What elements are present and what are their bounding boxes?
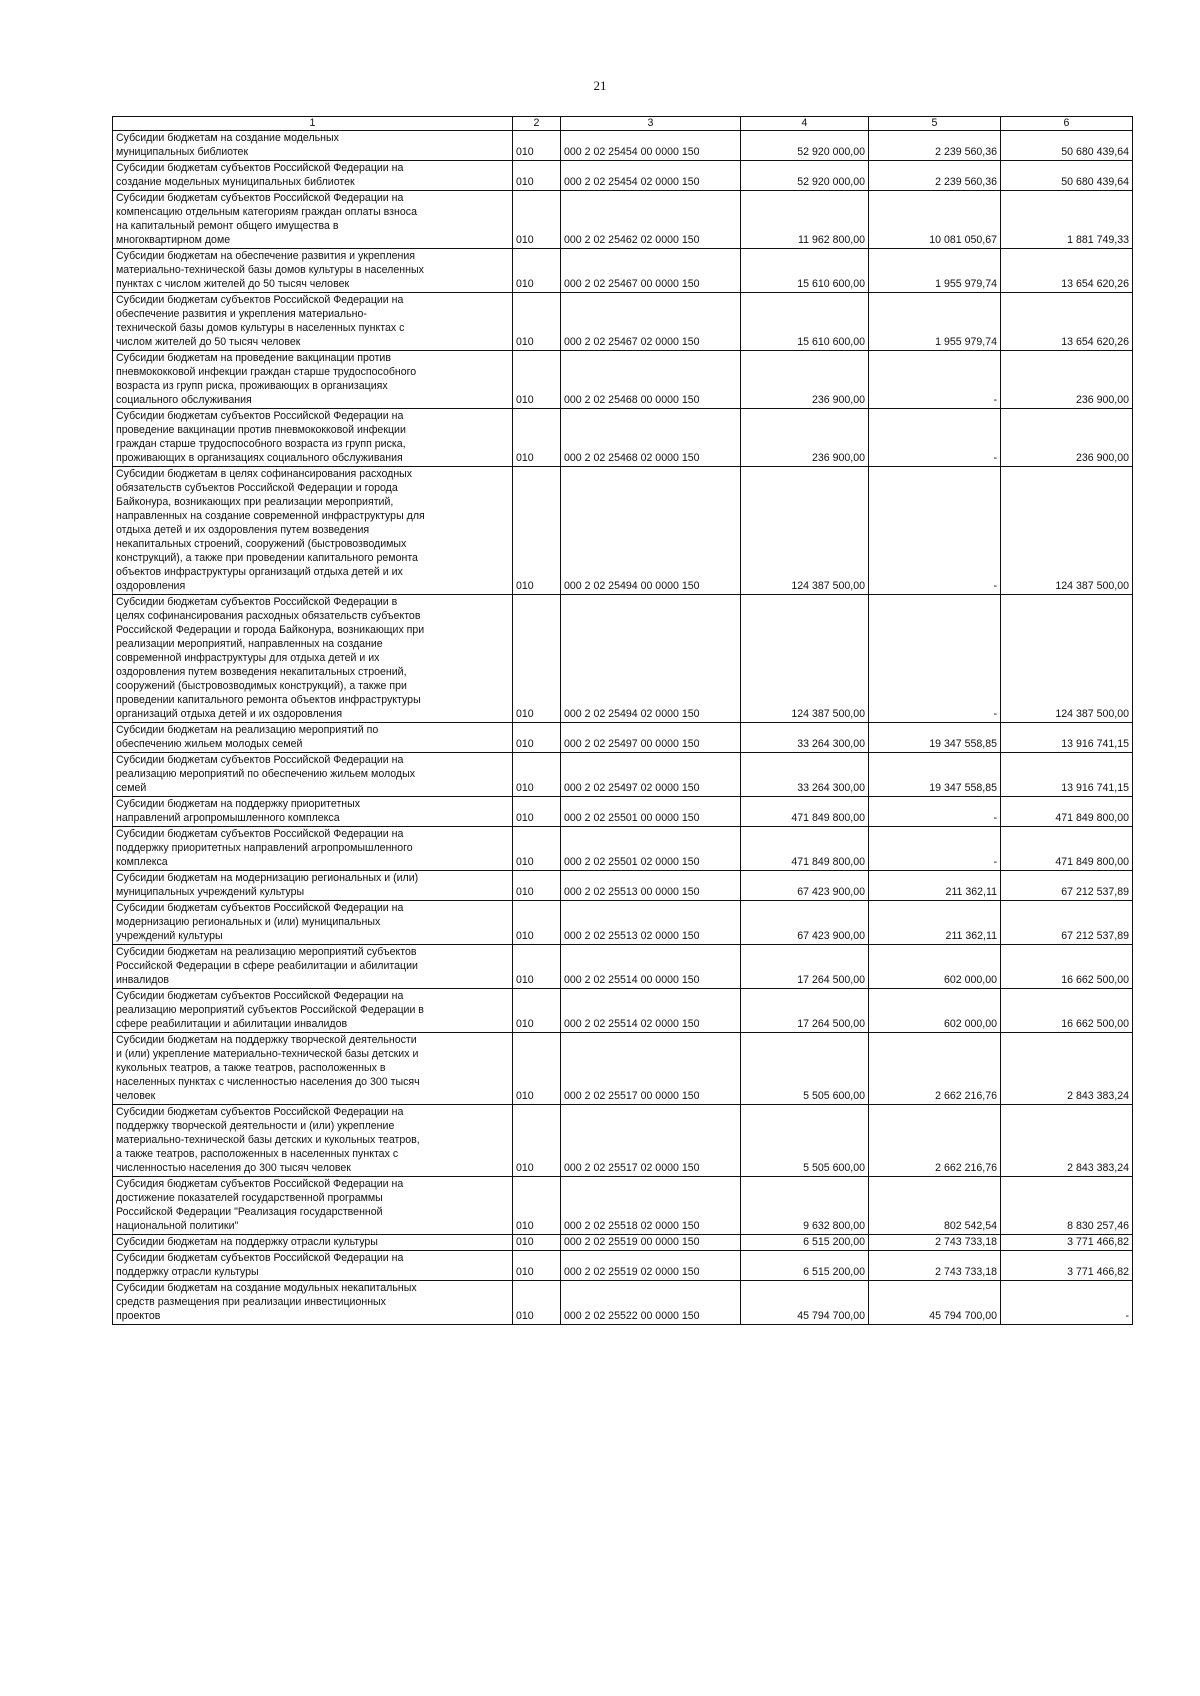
row-code-cell: 010: [513, 989, 561, 1033]
table-row: [113, 131, 1133, 161]
column-header-5: 5: [869, 117, 1001, 131]
row-remaining-cell: 1 881 749,33: [1001, 191, 1133, 249]
table-row: [113, 467, 1133, 595]
row-approved-cell: 17 264 500,00: [741, 945, 869, 989]
row-code-cell: 010: [513, 1235, 561, 1251]
row-executed-cell: 45 794 700,00: [869, 1281, 1001, 1325]
row-approved-cell: 9 632 800,00: [741, 1177, 869, 1235]
row-name-cell: Субсидии бюджетам на реализацию мероприятий субъектов Российской Федерации в сфере реабилитации и абилитации инвалидов: [113, 945, 513, 989]
row-approved-cell: 5 505 600,00: [741, 1105, 869, 1177]
row-kbk-cell: 000 2 02 25454 02 0000 150: [561, 161, 741, 191]
row-name-cell: Субсидии бюджетам субъектов Российской Федерации на поддержку приоритетных направлений агропромышленного комплекса: [113, 827, 513, 871]
row-kbk-cell: 000 2 02 25514 02 0000 150: [561, 989, 741, 1033]
row-code-cell: 010: [513, 797, 561, 827]
column-header-3: 3: [561, 117, 741, 131]
row-code-cell: 010: [513, 1251, 561, 1281]
row-kbk-cell: 000 2 02 25514 00 0000 150: [561, 945, 741, 989]
row-remaining-cell: 13 654 620,26: [1001, 249, 1133, 293]
row-code-cell: 010: [513, 827, 561, 871]
row-remaining-cell: 67 212 537,89: [1001, 871, 1133, 901]
row-approved-cell: 5 505 600,00: [741, 1033, 869, 1105]
table-row: [113, 191, 1133, 249]
table-body: [113, 131, 1133, 1325]
row-executed-cell: -: [869, 351, 1001, 409]
row-code-cell: 010: [513, 161, 561, 191]
row-name-cell: Субсидии бюджетам на создание модельных муниципальных библиотек: [113, 131, 513, 161]
row-executed-cell: -: [869, 467, 1001, 595]
row-name-cell: Субсидии бюджетам субъектов Российской Федерации на компенсацию отдельным категориям граждан оплаты взноса на капитальный ремонт общего имущества в многоквартирном доме: [113, 191, 513, 249]
table-row: [113, 409, 1133, 467]
row-executed-cell: 2 743 733,18: [869, 1251, 1001, 1281]
column-header-1: 1: [113, 117, 513, 131]
row-kbk-cell: 000 2 02 25467 02 0000 150: [561, 293, 741, 351]
row-code-cell: 010: [513, 1177, 561, 1235]
row-executed-cell: -: [869, 827, 1001, 871]
row-remaining-cell: 2 843 383,24: [1001, 1033, 1133, 1105]
row-name-cell: Субсидия бюджетам субъектов Российской Федерации на достижение показателей государственной программы Российской Федерации "Реализация государственной национальной политики": [113, 1177, 513, 1235]
row-name-cell: Субсидии бюджетам субъектов Российской Федерации в целях софинансирования расходных обязательств субъектов Российской Федерации и города Байконура, возникающих при реализации мероприятий, направленных на создание современной инфраструктуры для отдыха детей и их оздоровления путем возведения некапитальных строений, сооружений (быстровозводимых конструкций), а также при проведении капитального ремонта объектов инфраструктуры организаций отдыха детей и их оздоровления: [113, 595, 513, 723]
column-header-6: 6: [1001, 117, 1133, 131]
row-remaining-cell: 124 387 500,00: [1001, 467, 1133, 595]
row-name-cell: Субсидии бюджетам на поддержку приоритетных направлений агропромышленного комплекса: [113, 797, 513, 827]
page-number: 21: [593, 78, 607, 93]
budget-report-table: [112, 116, 1133, 1325]
row-name-cell: Субсидии бюджетам на реализацию мероприятий по обеспечению жильем молодых семей: [113, 723, 513, 753]
row-executed-cell: 602 000,00: [869, 945, 1001, 989]
row-kbk-cell: 000 2 02 25519 00 0000 150: [561, 1235, 741, 1251]
row-approved-cell: 11 962 800,00: [741, 191, 869, 249]
row-remaining-cell: 236 900,00: [1001, 409, 1133, 467]
row-code-cell: 010: [513, 131, 561, 161]
row-executed-cell: -: [869, 595, 1001, 723]
row-code-cell: 010: [513, 191, 561, 249]
row-code-cell: 010: [513, 409, 561, 467]
row-code-cell: 010: [513, 871, 561, 901]
row-code-cell: 010: [513, 1105, 561, 1177]
row-approved-cell: 471 849 800,00: [741, 797, 869, 827]
row-kbk-cell: 000 2 02 25497 02 0000 150: [561, 753, 741, 797]
row-code-cell: 010: [513, 723, 561, 753]
row-name-cell: Субсидии бюджетам субъектов Российской Федерации на обеспечение развития и укрепления материально- технической базы домов культуры в населенных пунктах с числом жителей до 50 тысяч человек: [113, 293, 513, 351]
row-remaining-cell: -: [1001, 1281, 1133, 1325]
row-name-cell: Субсидии бюджетам субъектов Российской Федерации на реализацию мероприятий субъектов Российской Федерации в сфере реабилитации и абилитации инвалидов: [113, 989, 513, 1033]
row-kbk-cell: 000 2 02 25467 00 0000 150: [561, 249, 741, 293]
row-executed-cell: 2 743 733,18: [869, 1235, 1001, 1251]
row-remaining-cell: 13 654 620,26: [1001, 293, 1133, 351]
row-approved-cell: 67 423 900,00: [741, 871, 869, 901]
row-code-cell: 010: [513, 945, 561, 989]
row-remaining-cell: 16 662 500,00: [1001, 945, 1133, 989]
row-kbk-cell: 000 2 02 25517 02 0000 150: [561, 1105, 741, 1177]
row-kbk-cell: 000 2 02 25468 02 0000 150: [561, 409, 741, 467]
row-remaining-cell: 3 771 466,82: [1001, 1251, 1133, 1281]
row-remaining-cell: 16 662 500,00: [1001, 989, 1133, 1033]
row-approved-cell: 52 920 000,00: [741, 161, 869, 191]
row-executed-cell: 211 362,11: [869, 871, 1001, 901]
table-row: [113, 723, 1133, 753]
row-kbk-cell: 000 2 02 25522 00 0000 150: [561, 1281, 741, 1325]
row-kbk-cell: 000 2 02 25513 00 0000 150: [561, 871, 741, 901]
row-executed-cell: -: [869, 797, 1001, 827]
row-code-cell: 010: [513, 249, 561, 293]
row-remaining-cell: 2 843 383,24: [1001, 1105, 1133, 1177]
row-remaining-cell: 236 900,00: [1001, 351, 1133, 409]
row-code-cell: 010: [513, 901, 561, 945]
row-kbk-cell: 000 2 02 25497 00 0000 150: [561, 723, 741, 753]
row-remaining-cell: 50 680 439,64: [1001, 161, 1133, 191]
table-row: [113, 249, 1133, 293]
table-row: [113, 1177, 1133, 1235]
row-approved-cell: 471 849 800,00: [741, 827, 869, 871]
column-header-4: 4: [741, 117, 869, 131]
row-approved-cell: 33 264 300,00: [741, 753, 869, 797]
row-kbk-cell: 000 2 02 25494 00 0000 150: [561, 467, 741, 595]
row-approved-cell: 17 264 500,00: [741, 989, 869, 1033]
row-executed-cell: 2 239 560,36: [869, 161, 1001, 191]
row-approved-cell: 52 920 000,00: [741, 131, 869, 161]
row-executed-cell: -: [869, 409, 1001, 467]
row-name-cell: Субсидии бюджетам в целях софинансирования расходных обязательств субъектов Российской Федерации и города Байконура, возникающих при реализации мероприятий, направленных на создание современной инфраструктуры для отдыха детей и их оздоровления путем возведения некапитальных строений, сооружений (быстровозводимых конструкций), а также при проведении капитального ремонта объектов инфраструктуры организаций отдыха детей и их оздоровления: [113, 467, 513, 595]
table-row: [113, 989, 1133, 1033]
row-kbk-cell: 000 2 02 25454 00 0000 150: [561, 131, 741, 161]
row-approved-cell: 6 515 200,00: [741, 1251, 869, 1281]
row-name-cell: Субсидии бюджетам субъектов Российской Федерации на модернизацию региональных и (или) муниципальных учреждений культуры: [113, 901, 513, 945]
row-approved-cell: 124 387 500,00: [741, 595, 869, 723]
row-name-cell: Субсидии бюджетам на поддержку отрасли культуры: [113, 1235, 513, 1251]
row-approved-cell: 45 794 700,00: [741, 1281, 869, 1325]
row-executed-cell: 802 542,54: [869, 1177, 1001, 1235]
row-approved-cell: 33 264 300,00: [741, 723, 869, 753]
table-row: [113, 827, 1133, 871]
row-executed-cell: 602 000,00: [869, 989, 1001, 1033]
row-approved-cell: 15 610 600,00: [741, 249, 869, 293]
row-remaining-cell: 67 212 537,89: [1001, 901, 1133, 945]
row-name-cell: Субсидии бюджетам на проведение вакцинации против пневмококковой инфекции граждан старше трудоспособного возраста из групп риска, проживающих в организациях социального обслуживания: [113, 351, 513, 409]
row-approved-cell: 124 387 500,00: [741, 467, 869, 595]
row-name-cell: Субсидии бюджетам субъектов Российской Федерации на поддержку творческой деятельности и (или) укрепление материально-технической базы детских и кукольных театров, а также театров, расположенных в населенных пунктах с численностью населения до 300 тысяч человек: [113, 1105, 513, 1177]
table-row: [113, 293, 1133, 351]
row-name-cell: Субсидии бюджетам субъектов Российской Федерации на создание модельных муниципальных библиотек: [113, 161, 513, 191]
row-approved-cell: 15 610 600,00: [741, 293, 869, 351]
table-row: [113, 1235, 1133, 1251]
row-kbk-cell: 000 2 02 25494 02 0000 150: [561, 595, 741, 723]
row-remaining-cell: 3 771 466,82: [1001, 1235, 1133, 1251]
row-kbk-cell: 000 2 02 25517 00 0000 150: [561, 1033, 741, 1105]
row-kbk-cell: 000 2 02 25468 00 0000 150: [561, 351, 741, 409]
row-code-cell: 010: [513, 595, 561, 723]
table-header-row: [113, 117, 1133, 131]
table-row: [113, 797, 1133, 827]
row-remaining-cell: 13 916 741,15: [1001, 723, 1133, 753]
table-row: [113, 945, 1133, 989]
row-executed-cell: 2 239 560,36: [869, 131, 1001, 161]
row-executed-cell: 19 347 558,85: [869, 723, 1001, 753]
row-kbk-cell: 000 2 02 25519 02 0000 150: [561, 1251, 741, 1281]
row-name-cell: Субсидии бюджетам на поддержку творческой деятельности и (или) укрепление материально-технической базы детских и кукольных театров, а также театров, расположенных в населенных пунктах с численностью населения до 300 тысяч человек: [113, 1033, 513, 1105]
row-approved-cell: 236 900,00: [741, 409, 869, 467]
row-kbk-cell: 000 2 02 25501 00 0000 150: [561, 797, 741, 827]
row-code-cell: 010: [513, 1033, 561, 1105]
row-executed-cell: 1 955 979,74: [869, 249, 1001, 293]
row-name-cell: Субсидии бюджетам субъектов Российской Федерации на поддержку отрасли культуры: [113, 1251, 513, 1281]
row-code-cell: 010: [513, 1281, 561, 1325]
table-row: [113, 1251, 1133, 1281]
row-kbk-cell: 000 2 02 25462 02 0000 150: [561, 191, 741, 249]
row-name-cell: Субсидии бюджетам на модернизацию региональных и (или) муниципальных учреждений культуры: [113, 871, 513, 901]
row-remaining-cell: 50 680 439,64: [1001, 131, 1133, 161]
row-executed-cell: 2 662 216,76: [869, 1033, 1001, 1105]
row-remaining-cell: 13 916 741,15: [1001, 753, 1133, 797]
row-executed-cell: 2 662 216,76: [869, 1105, 1001, 1177]
row-executed-cell: 211 362,11: [869, 901, 1001, 945]
table-row: [113, 871, 1133, 901]
row-approved-cell: 67 423 900,00: [741, 901, 869, 945]
row-name-cell: Субсидии бюджетам субъектов Российской Федерации на реализацию мероприятий по обеспечению жильем молодых семей: [113, 753, 513, 797]
table-row: [113, 901, 1133, 945]
row-remaining-cell: 8 830 257,46: [1001, 1177, 1133, 1235]
row-executed-cell: 19 347 558,85: [869, 753, 1001, 797]
row-remaining-cell: 471 849 800,00: [1001, 827, 1133, 871]
row-executed-cell: 10 081 050,67: [869, 191, 1001, 249]
row-code-cell: 010: [513, 467, 561, 595]
row-approved-cell: 6 515 200,00: [741, 1235, 869, 1251]
row-remaining-cell: 124 387 500,00: [1001, 595, 1133, 723]
row-name-cell: Субсидии бюджетам субъектов Российской Федерации на проведение вакцинации против пневмококковой инфекции граждан старше трудоспособного возраста из групп риска, проживающих в организациях социального обслуживания: [113, 409, 513, 467]
row-executed-cell: 1 955 979,74: [869, 293, 1001, 351]
row-code-cell: 010: [513, 351, 561, 409]
row-kbk-cell: 000 2 02 25513 02 0000 150: [561, 901, 741, 945]
row-code-cell: 010: [513, 753, 561, 797]
row-kbk-cell: 000 2 02 25518 02 0000 150: [561, 1177, 741, 1235]
table-row: [113, 1105, 1133, 1177]
row-name-cell: Субсидии бюджетам на обеспечение развития и укрепления материально-технической базы домов культуры в населенных пунктах с числом жителей до 50 тысяч человек: [113, 249, 513, 293]
table-row: [113, 161, 1133, 191]
table-row: [113, 753, 1133, 797]
table-row: [113, 595, 1133, 723]
table-row: [113, 1281, 1133, 1325]
column-header-2: 2: [513, 117, 561, 131]
row-approved-cell: 236 900,00: [741, 351, 869, 409]
row-code-cell: 010: [513, 293, 561, 351]
row-kbk-cell: 000 2 02 25501 02 0000 150: [561, 827, 741, 871]
row-remaining-cell: 471 849 800,00: [1001, 797, 1133, 827]
row-name-cell: Субсидии бюджетам на создание модульных некапитальных средств размещения при реализации инвестиционных проектов: [113, 1281, 513, 1325]
table-row: [113, 1033, 1133, 1105]
table-row: [113, 351, 1133, 409]
